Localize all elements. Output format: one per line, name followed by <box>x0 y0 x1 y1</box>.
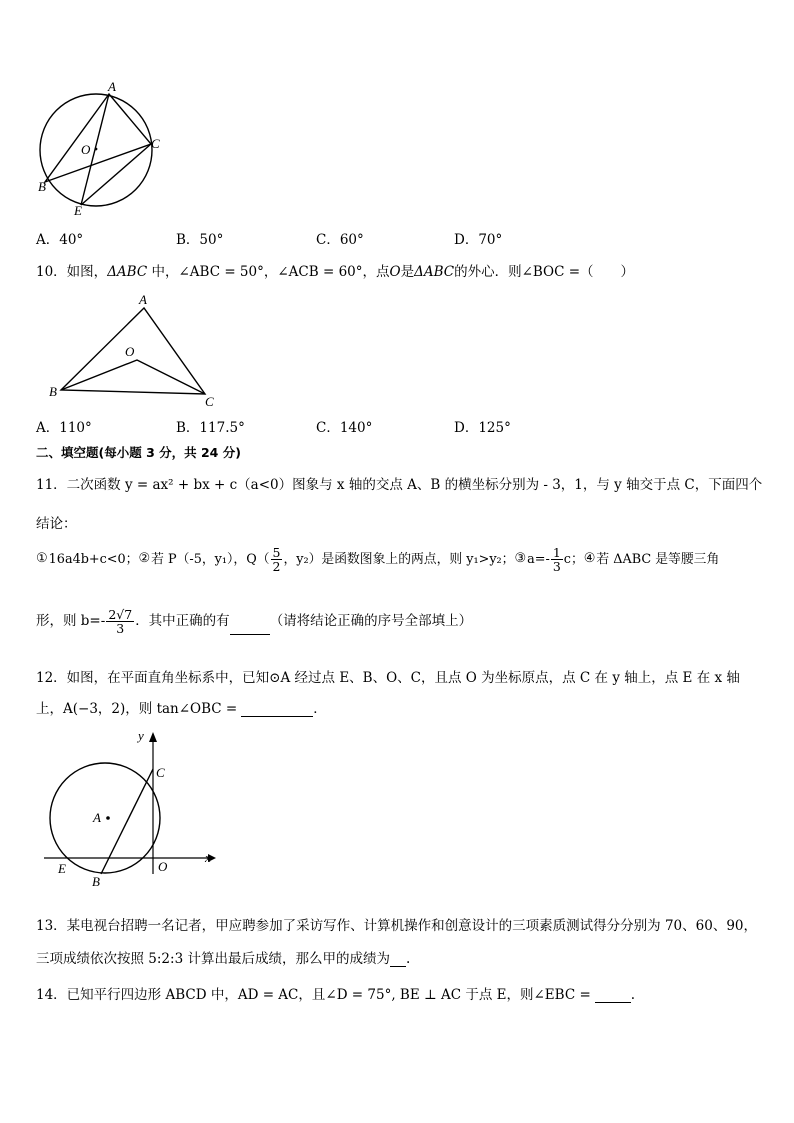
q11-l4b: ．其中正确的有 <box>135 613 230 630</box>
q10-label-b: B <box>49 384 57 399</box>
q11-c2b: ，y₂）是函数图象上的两点，则 y₁>y₂； <box>283 552 515 568</box>
q10-tri2: ΔABC <box>414 264 455 280</box>
q11-answer-blank[interactable] <box>230 620 270 635</box>
q12-line2a: 上，A(−3，2)，则 tan∠OBC = <box>36 701 238 717</box>
q11-c1: 16a4b+c<0； <box>48 552 139 568</box>
q11-conclusions <box>36 546 719 573</box>
q11-frac-den: 3 <box>116 621 125 637</box>
q9-label-a: A <box>108 79 116 94</box>
q11-mark-2: ② <box>138 551 151 567</box>
q11-c3a: a=- <box>527 552 550 568</box>
q13-answer-blank[interactable] <box>390 952 406 967</box>
q10-option-a: A．110° <box>36 420 92 436</box>
q12-figure <box>36 728 226 889</box>
q12-line2b: ． <box>313 701 327 717</box>
q13-line1: 13．某电视台招聘一名记者，甲应聘参加了采访写作、计算机操作和创意设计的三项素质测试得分分别为 70、60、90， <box>36 918 758 934</box>
section-title: 二、填空题(每小题 3 分，共 24 分) <box>36 445 241 460</box>
q11-mark-4: ④ <box>583 551 596 567</box>
q11-c2a: 若 P（-5，y₁），Q（ <box>151 552 270 568</box>
q11-frac-1-3 <box>551 546 563 573</box>
q11-c4: 若 ΔABC 是等腰三角 <box>596 552 720 568</box>
q11-line4 <box>36 608 472 635</box>
q12-circle-a <box>50 763 160 873</box>
q11-frac-5-2 <box>271 546 283 573</box>
q11-frac-den: 3 <box>552 559 561 575</box>
q12-line1: 12．如图，在平面直角坐标系中，已知⊙A 经过点 E、B、O、C，且点 O 为坐标原点，点 C 在 y 轴上，点 E 在 x 轴 <box>36 670 740 686</box>
q11-line1: 11．二次函数 y = ax² + bx + c（a<0）图象与 x 轴的交点 A、B 的横坐标分别为 - 3，1，与 y 轴交于点 C，下面四个 <box>36 477 763 493</box>
q12-label-e: E <box>58 861 66 876</box>
q12-label-a: A <box>93 810 101 825</box>
q11-l4a: 形，则 b=- <box>36 613 106 630</box>
q12-label-o: O <box>158 859 168 874</box>
q11-mark-3: ③ <box>514 551 527 567</box>
q10-stem-c: 是 <box>400 264 415 280</box>
q12-y-arrow <box>149 732 157 742</box>
q10-figure <box>40 290 230 408</box>
q10-segments-bo-oc <box>61 360 205 394</box>
q12-label-c: C <box>156 765 165 780</box>
q9-option-a: A．40° <box>36 232 84 248</box>
q11-frac-den: 2 <box>272 559 281 575</box>
q10-point-o: O <box>389 264 401 280</box>
q10-stem-d: 的外心．则∠BOC =（ ） <box>454 264 635 280</box>
q9-label-c: C <box>151 136 160 151</box>
q11-c3b: c； <box>563 552 584 568</box>
q12-label-x: x <box>205 850 211 865</box>
q10-tri1: ΔABC <box>107 264 148 280</box>
q10-stem <box>36 260 634 280</box>
q11-frac-b <box>106 608 134 635</box>
q12-line2 <box>36 697 327 717</box>
q9-label-o: O <box>81 142 91 157</box>
q10-option-d: D．125° <box>454 420 511 436</box>
q11-frac-num: 2√7 <box>108 607 133 622</box>
q12-answer-blank[interactable] <box>241 702 313 717</box>
q10-option-b: B．117.5° <box>176 420 245 436</box>
q10-label-o: O <box>125 344 135 359</box>
q12-label-y: y <box>138 728 144 743</box>
q9-center-dot <box>95 148 98 151</box>
q12-label-b: B <box>92 874 100 889</box>
q14-answer-blank[interactable] <box>595 988 631 1003</box>
q13-line2b: . <box>405 951 411 967</box>
q14-stem-b: . <box>630 987 636 1003</box>
q12-center-dot <box>106 816 110 820</box>
q9-option-d: D．70° <box>454 232 503 248</box>
q10-label-c: C <box>205 394 214 409</box>
q11-mark-1: ① <box>36 551 48 567</box>
q9-label-b: B <box>38 179 46 194</box>
q13-line2a: 三项成绩依次按照 5:2:3 计算出最后成绩，那么甲的成绩为 <box>36 951 390 967</box>
q14-stem <box>36 983 635 1003</box>
q9-figure <box>30 78 170 218</box>
q9-option-b: B．50° <box>176 232 224 248</box>
q10-option-c: C．140° <box>316 420 373 436</box>
q13-line2 <box>36 947 410 967</box>
q10-label-a: A <box>139 292 147 307</box>
q9-option-c: C．60° <box>316 232 364 248</box>
q10-stem-a: 10．如图， <box>36 264 108 280</box>
q11-l4c: （请将结论正确的序号全部填上） <box>269 613 473 630</box>
q9-chord-ce <box>81 144 151 205</box>
q11-line2: 结论： <box>36 516 77 532</box>
q11-frac-num: 5 <box>272 545 281 560</box>
q9-label-e: E <box>74 203 82 218</box>
q14-stem-a: 14．已知平行四边形 ABCD 中，AD = AC，且∠D = 75°, BE ⊥ AC 于点 E，则∠EBC = <box>36 987 591 1003</box>
q11-frac-num: 1 <box>552 545 561 560</box>
q10-stem-b: 中，∠ABC = 50°，∠ACB = 60°，点 <box>147 264 390 280</box>
